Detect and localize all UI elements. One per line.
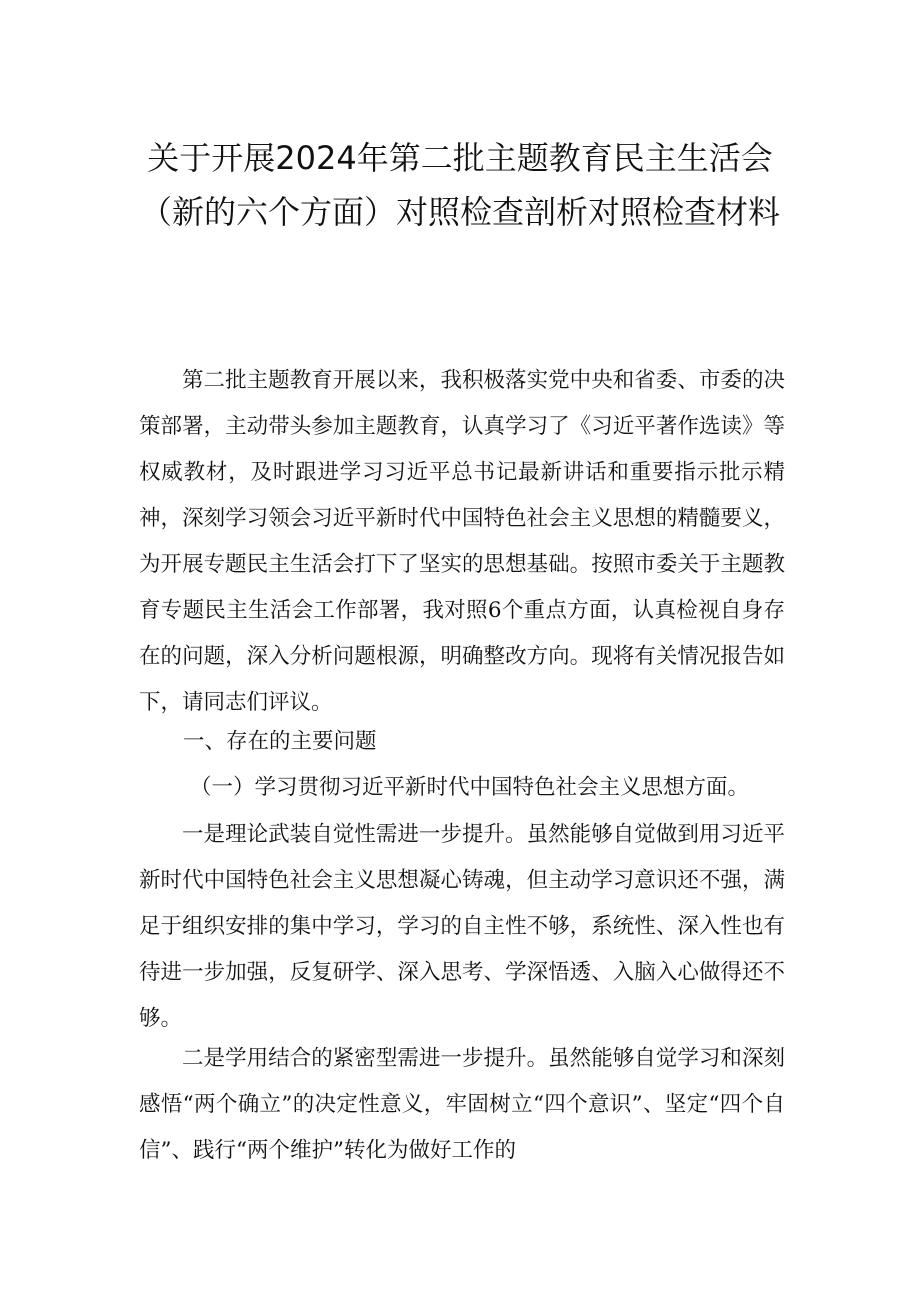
document-title-line-1: 关于开展2024年第二批主题教育民主生活会 <box>147 139 773 177</box>
document-title-line-2: （新的六个方面）对照检查剖析对照检查材料 <box>139 193 780 231</box>
subsection-heading-thought: （一）学习贯彻习近平新时代中国特色社会主义思想方面。 <box>190 775 750 800</box>
section-heading-problems: 一、存在的主要问题 <box>183 729 377 754</box>
paragraph-point-one: 一是理论武装自觉性需进一步提升。虽然能够自觉做到用习近平新时代中国特色社会主义思想凝心铸魂，但主动学习意识还不强，满足于组织安排的集中学习，学习的自主性不够，系统性、深入性也有待进一步加强，反复研学、深入思考、学深悟透、入脑入心做得还不够。 <box>139 822 785 1031</box>
paragraph-point-two: 二是学用结合的紧密型需进一步提升。虽然能够自觉学习和深刻感悟“两个确立”的决定性意义，牢固树立“四个意识”、坚定“四个自信”、践行“两个维护”转化为做好工作的 <box>139 1046 785 1163</box>
intro-paragraph: 第二批主题教育开展以来，我积极落实党中央和省委、市委的决策部署，主动带头参加主题教育，认真学习了《习近平著作选读》等权威教材，及时跟进学习习近平总书记最新讲话和重要指示批示精神，深刻学习领会习近平新时代中国特色社会主义思想的精髓要义，为开展专题民主生活会打下了坚实的思想基础。按照市委关于主题教育专题民主生活会工作部署，我对照6个重点方面，认真检视自身存在的问题，深入分析问题根源，明确整改方向。现将有关情况报告如下，请同志们评议。 <box>139 368 785 715</box>
